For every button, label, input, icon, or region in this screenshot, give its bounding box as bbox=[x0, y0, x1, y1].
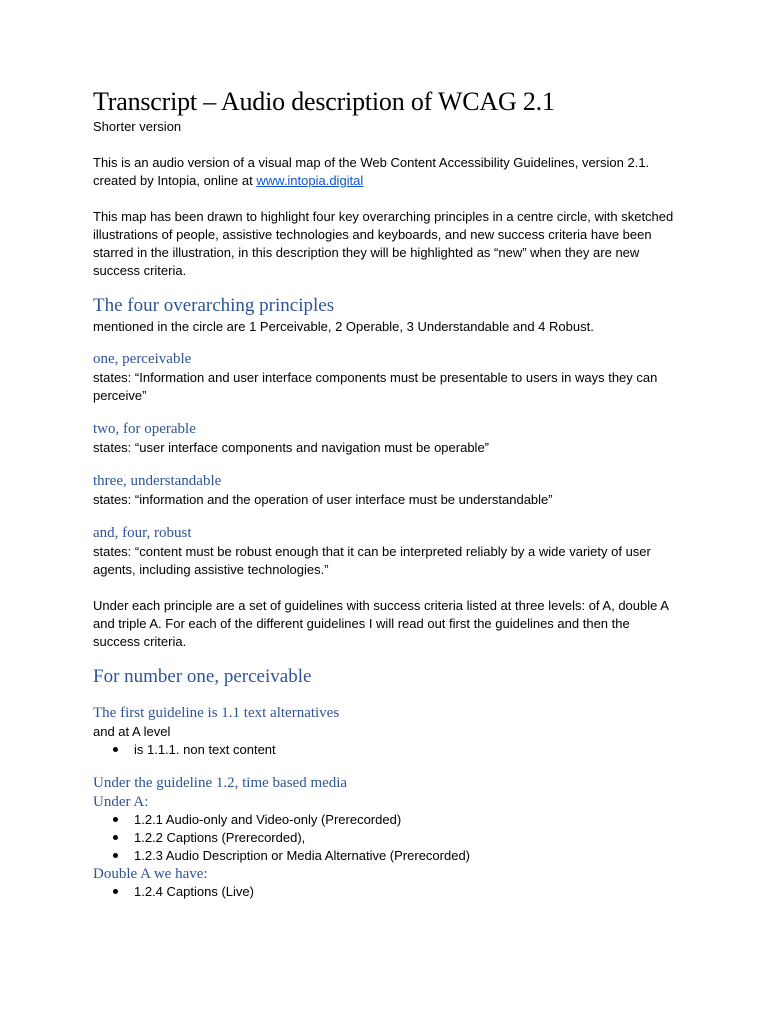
spacer bbox=[93, 136, 678, 154]
spacer bbox=[93, 405, 678, 419]
document-title: Transcript – Audio description of WCAG 2.1 bbox=[93, 87, 555, 116]
intopia-link[interactable]: www.intopia.digital bbox=[256, 173, 364, 188]
principle-perceivable-heading: one, perceivable bbox=[93, 351, 192, 367]
guideline-1-1-list bbox=[93, 741, 678, 759]
level-a-list bbox=[93, 811, 678, 865]
principle-understandable-text: states: “information and the operation of user interface must be understandable” bbox=[93, 492, 553, 507]
level-a-label: Under A: bbox=[93, 794, 149, 810]
principle-perceivable-text: states: “Information and user interface components must be presentable to users in ways they can perceive” bbox=[93, 370, 658, 403]
principle-operable-heading: two, for operable bbox=[93, 421, 196, 437]
principle-understandable-heading: three, understandable bbox=[93, 473, 222, 489]
spacer bbox=[93, 689, 678, 703]
spacer bbox=[93, 651, 678, 665]
list-item: 1.2.1 Audio-only and Video-only (Prerecorded) bbox=[93, 811, 678, 829]
map-description-paragraph: This map has been drawn to highlight four key overarching principles in a centre circle, with sketched illustrations of people, assistive technologies and keyboards, and new success criteria have been starred in the illustration, in this description they will be highlighted as “new” when they are new success criteria. bbox=[93, 209, 674, 278]
spacer bbox=[93, 579, 678, 597]
document-subtitle: Shorter version bbox=[93, 119, 182, 134]
spacer bbox=[93, 280, 678, 294]
principle-robust-text: states: “content must be robust enough that it can be interpreted reliably by a wide variety of user agents, including assistive technologies.” bbox=[93, 544, 651, 577]
principle-robust-heading: and, four, robust bbox=[93, 525, 192, 541]
intro-paragraph bbox=[93, 154, 678, 190]
spacer bbox=[93, 759, 678, 773]
spacer bbox=[93, 509, 678, 523]
list-item: is 1.1.1. non text content bbox=[93, 741, 678, 759]
list-item: 1.2.4 Captions (Live) bbox=[93, 883, 678, 901]
document-page bbox=[93, 86, 678, 901]
guideline-1-1-heading: The first guideline is 1.1 text alternatives bbox=[93, 705, 340, 721]
spacer bbox=[93, 190, 678, 208]
principles-lead: mentioned in the circle are 1 Perceivable, 2 Operable, 3 Understandable and 4 Robust. bbox=[93, 319, 594, 334]
guideline-1-1-lead: and at A level bbox=[93, 724, 171, 739]
intro-text: This is an audio version of a visual map of the Web Content Accessibility Guidelines, version 2.1. created by Intopia, online at bbox=[93, 155, 650, 188]
spacer bbox=[93, 336, 678, 349]
level-aa-label: Double A we have: bbox=[93, 866, 208, 882]
guideline-1-2-heading: Under the guideline 1.2, time based media bbox=[93, 775, 348, 791]
level-aa-list bbox=[93, 883, 678, 901]
perceivable-section-heading: For number one, perceivable bbox=[93, 666, 312, 687]
spacer bbox=[93, 457, 678, 471]
list-item: 1.2.3 Audio Description or Media Alternative (Prerecorded) bbox=[93, 847, 678, 865]
principles-heading: The four overarching principles bbox=[93, 295, 335, 316]
list-item: 1.2.2 Captions (Prerecorded), bbox=[93, 829, 678, 847]
principle-operable-text: states: “user interface components and navigation must be operable” bbox=[93, 440, 490, 455]
levels-paragraph: Under each principle are a set of guidelines with success criteria listed at three levels: of A, double A and triple A. For each of the different guidelines I will read out first the guidelines and then the success criteria. bbox=[93, 598, 669, 649]
